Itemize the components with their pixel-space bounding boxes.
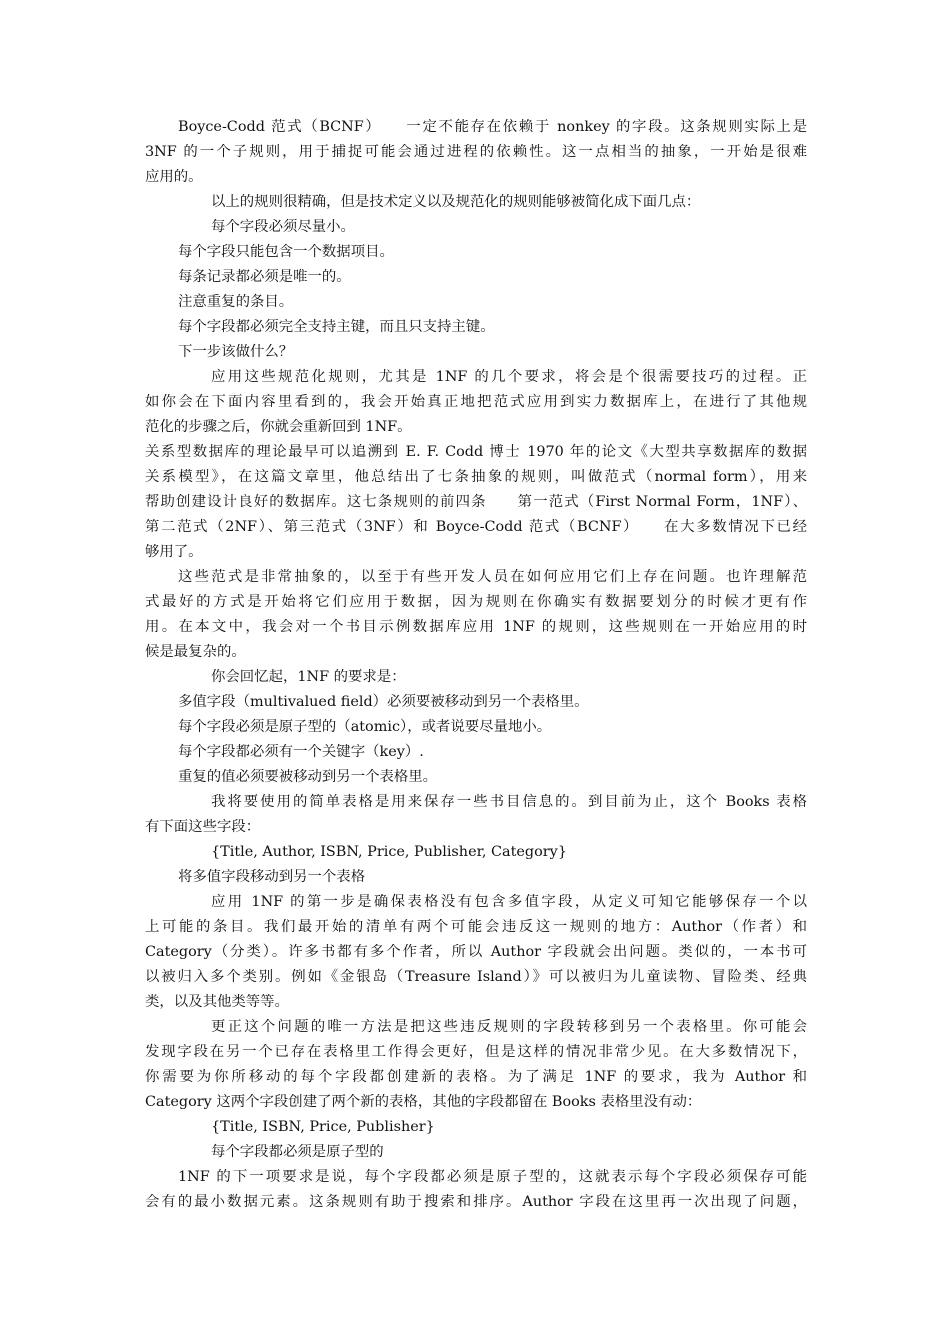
text-line: 每个字段只能包含一个数据项目。 bbox=[178, 244, 394, 260]
text-line: 每个字段必须尽量小。 bbox=[211, 219, 355, 235]
text-line: 范化的步骤之后，你就会重新回到 1NF。 bbox=[145, 419, 412, 435]
text-line: 应用这些规范化规则，尤其是 1NF 的几个要求，将会是个很需要技巧的过程。正 bbox=[211, 369, 807, 385]
text-line: 这些范式是非常抽象的，以至于有些开发人员在如何应用它们上存在问题。也许理解范 bbox=[178, 569, 807, 585]
text-line: 每个字段都必须是原子型的 bbox=[211, 1144, 384, 1160]
text-line: 3NF 的一个子规则，用于捕捉可能会通过进程的依赖性。这一点相当的抽象，一开始是很难 bbox=[145, 144, 807, 160]
text-line: {Title, ISBN, Price, Publisher} bbox=[211, 1119, 435, 1135]
text-line: 帮助创建设计良好的数据库。这七条规则的前四条 第一范式（First Normal Form，1NF）、 bbox=[145, 494, 807, 510]
text-line: Category 这两个字段创建了两个新的表格，其他的字段都留在 Books 表格里没有动： bbox=[145, 1094, 702, 1110]
text-line: 你会回忆起，1NF 的要求是： bbox=[211, 669, 406, 685]
text-line: 发现字段在另一个已存在表格里工作得会更好，但是这样的情况非常少见。在大多数情况下， bbox=[145, 1044, 807, 1060]
text-line: 类，以及其他类等等。 bbox=[145, 994, 289, 1010]
text-line: 1NF 的下一项要求是说，每个字段都必须是原子型的，这就表示每个字段必须保存可能 bbox=[178, 1169, 807, 1185]
text-line: 式最好的方式是开始将它们应用于数据，因为规则在你确实有数据要划分的时候才更有作 bbox=[145, 594, 807, 610]
text-line: 用。在本文中，我会对一个书目示例数据库应用 1NF 的规则，这些规则在一开始应用的时 bbox=[145, 619, 807, 635]
text-line: 应用的。 bbox=[145, 169, 203, 185]
text-line: 如你会在下面内容里看到的，我会开始真正地把范式应用到实力数据库上，在进行了其他规 bbox=[145, 394, 807, 410]
text-line: 我将要使用的简单表格是用来保存一些书目信息的。到目前为止，这个 Books 表格 bbox=[211, 794, 807, 810]
text-line: {Title, Author, ISBN, Price, Publisher, Category} bbox=[211, 844, 567, 860]
text-line: 关系型数据库的理论最早可以追溯到 E. F. Codd 博士 1970 年的论文《大型共享数据库的数据 bbox=[145, 444, 807, 460]
text-line: 上可能的条目。我们最开始的清单有两个可能会违反这一规则的地方：Author（作者）和 bbox=[145, 919, 807, 935]
text-line: Category（分类）。许多书都有多个作者，所以 Author 字段就会出问题。类似的，一本书可 bbox=[145, 944, 807, 960]
text-line: 有下面这些字段： bbox=[145, 819, 261, 835]
text-line: 下一步该做什么？ bbox=[178, 344, 294, 360]
text-line: 注意重复的条目。 bbox=[178, 294, 294, 310]
text-line: 第二范式（2NF）、第三范式（3NF）和 Boyce-Codd 范式（BCNF） 在大多数情况下已经 bbox=[145, 519, 807, 535]
text-line: 以上的规则很精确，但是技术定义以及规范化的规则能够被简化成下面几点： bbox=[211, 194, 701, 210]
text-line: 候是最复杂的。 bbox=[145, 644, 246, 660]
text-line: 以被归入多个类别。例如《金银岛（Treasure Island）》可以被归为儿童读物、冒险类、经典 bbox=[145, 969, 807, 985]
text-line: 会有的最小数据元素。这条规则有助于搜索和排序。Author 字段在这里再一次出现了问题， bbox=[145, 1194, 807, 1210]
text-line: 你需要为你所移动的每个字段都创建新的表格。为了满足 1NF 的要求，我为 Author 和 bbox=[145, 1069, 807, 1085]
text-line: 多值字段（multivalued field）必须要被移动到另一个表格里。 bbox=[178, 694, 589, 710]
text-line: 每个字段都必须有一个关键字（key）. bbox=[178, 744, 424, 760]
text-line: 应用 1NF 的第一步是确保表格没有包含多值字段，从定义可知它能够保存一个以 bbox=[211, 894, 807, 910]
text-line: 重复的值必须要被移动到另一个表格里。 bbox=[178, 769, 438, 785]
text-line: 每条记录都必须是唯一的。 bbox=[178, 269, 351, 285]
text-line: Boyce-Codd 范式（BCNF） 一定不能存在依赖于 nonkey 的字段。这条规则实际上是 bbox=[178, 119, 807, 135]
text-line: 每个字段必须是原子型的（atomic），或者说要尽量地小。 bbox=[178, 719, 552, 735]
text-line: 每个字段都必须完全支持主键，而且只支持主键。 bbox=[178, 319, 495, 335]
text-line: 将多值字段移动到另一个表格 bbox=[178, 869, 366, 885]
text-line: 够用了。 bbox=[145, 544, 203, 560]
text-line: 关系模型》，在这篇文章里，他总结出了七条抽象的规则，叫做范式（normal form），用来 bbox=[145, 469, 807, 485]
text-line: 更正这个问题的唯一方法是把这些违反规则的字段转移到另一个表格里。你可能会 bbox=[211, 1019, 807, 1035]
